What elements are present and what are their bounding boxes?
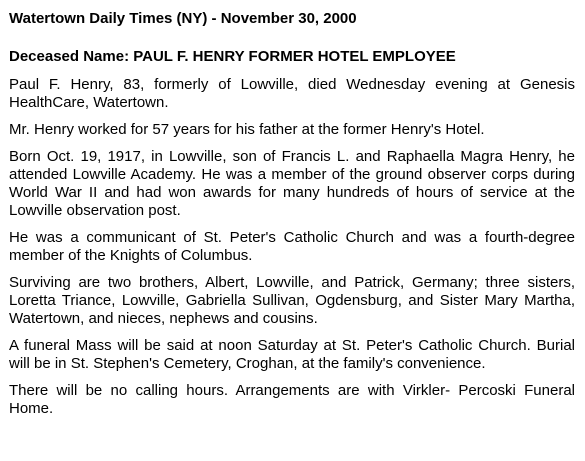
obituary-document	[9, 0, 575, 418]
obituary-paragraph-funeral: A funeral Mass will be said at noon Saturday at St. Peter's Catholic Church. Burial will be in St. Stephen's Cemetery, Croghan, at the family's convenience.	[9, 337, 575, 372]
obituary-paragraph-career: Mr. Henry worked for 57 years for his father at the former Henry's Hotel.	[9, 121, 485, 138]
obituary-paragraph-survivors: Surviving are two brothers, Albert, Lowville, and Patrick, Germany; three sisters, Loretta Triance, Lowville, Gabriella Sullivan, Ogdensburg, and Sister Mary Martha, Watertown, and nieces, nephews and cousins.	[9, 274, 575, 327]
deceased-name-heading: Deceased Name: PAUL F. HENRY FORMER HOTEL EMPLOYEE	[9, 48, 456, 65]
obituary-paragraph-death-notice: Paul F. Henry, 83, formerly of Lowville, died Wednesday evening at Genesis HealthCare, Watertown.	[9, 76, 575, 111]
newspaper-source-line: Watertown Daily Times (NY) - November 30, 2000	[9, 10, 357, 27]
obituary-paragraph-arrangements: There will be no calling hours. Arrangements are with Virkler- Percoski Funeral Home.	[9, 382, 575, 417]
obituary-paragraph-church: He was a communicant of St. Peter's Catholic Church and was a fourth-degree member of the Knights of Columbus.	[9, 229, 575, 264]
obituary-paragraph-biography: Born Oct. 19, 1917, in Lowville, son of Francis L. and Raphaella Magra Henry, he attended Lowville Academy. He was a member of the ground observer corps during World War II and had won awards for many hundreds of hours of service at the Lowville observation post.	[9, 148, 575, 219]
